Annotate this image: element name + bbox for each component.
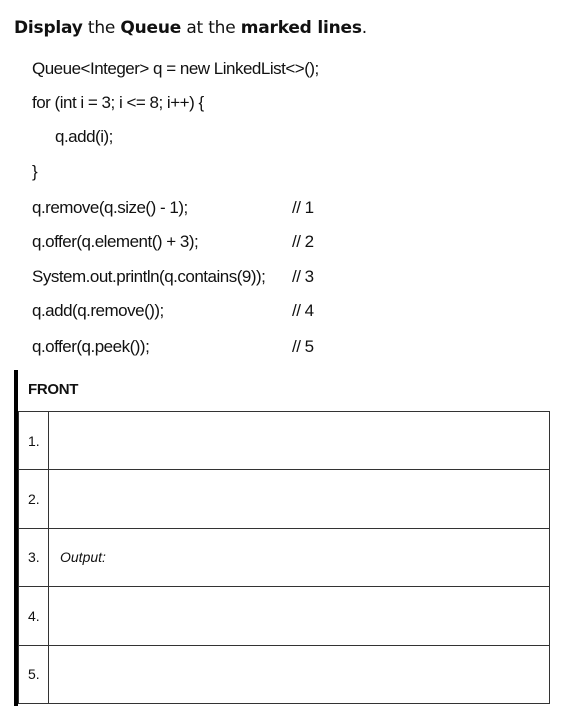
answer-table <box>18 411 550 704</box>
code-line-for-loop: for (int i = 3; i <= 8; i++) { <box>32 93 204 112</box>
row-number: 1. <box>19 412 49 470</box>
instruction-word-marked-lines: marked lines <box>240 18 362 38</box>
code-line-offer-element: q.offer(q.element() + 3); <box>32 232 199 251</box>
code-line-declaration: Queue<Integer> q = new LinkedList<>(); <box>32 59 319 78</box>
instruction-text-1: the <box>82 18 121 38</box>
code-line-offer-peek: q.offer(q.peek()); <box>32 337 150 356</box>
code-line-add-remove: q.add(q.remove()); <box>32 301 164 320</box>
marker-comment-2: // 2 <box>292 232 314 251</box>
marker-comment-3: // 3 <box>292 267 314 286</box>
code-line-close-brace: } <box>32 162 38 181</box>
answer-cell[interactable] <box>49 645 550 703</box>
instruction-text-2: at the <box>181 18 241 38</box>
instruction-word-queue: Queue <box>120 18 182 38</box>
front-label: FRONT <box>28 381 79 398</box>
answer-row <box>19 528 550 586</box>
answer-row <box>19 470 550 528</box>
row-number: 5. <box>19 645 49 703</box>
row-number: 4. <box>19 587 49 645</box>
instruction-heading <box>14 18 367 38</box>
answer-row <box>19 645 550 703</box>
answer-cell[interactable] <box>49 412 550 470</box>
answer-cell-output[interactable]: Output: <box>49 528 550 586</box>
instruction-text-3: . <box>361 18 367 38</box>
code-line-remove: q.remove(q.size() - 1); <box>32 198 188 217</box>
answer-row <box>19 412 550 470</box>
marker-comment-4: // 4 <box>292 301 314 320</box>
row-number: 2. <box>19 470 49 528</box>
answer-cell[interactable] <box>49 470 550 528</box>
code-line-println: System.out.println(q.contains(9)); <box>32 267 266 286</box>
marker-comment-1: // 1 <box>292 198 314 217</box>
answer-row <box>19 587 550 645</box>
answer-cell[interactable] <box>49 587 550 645</box>
code-line-loop-body: q.add(i); <box>55 127 113 146</box>
marker-comment-5: // 5 <box>292 337 314 356</box>
instruction-word-display: Display <box>14 18 83 38</box>
row-number: 3. <box>19 528 49 586</box>
